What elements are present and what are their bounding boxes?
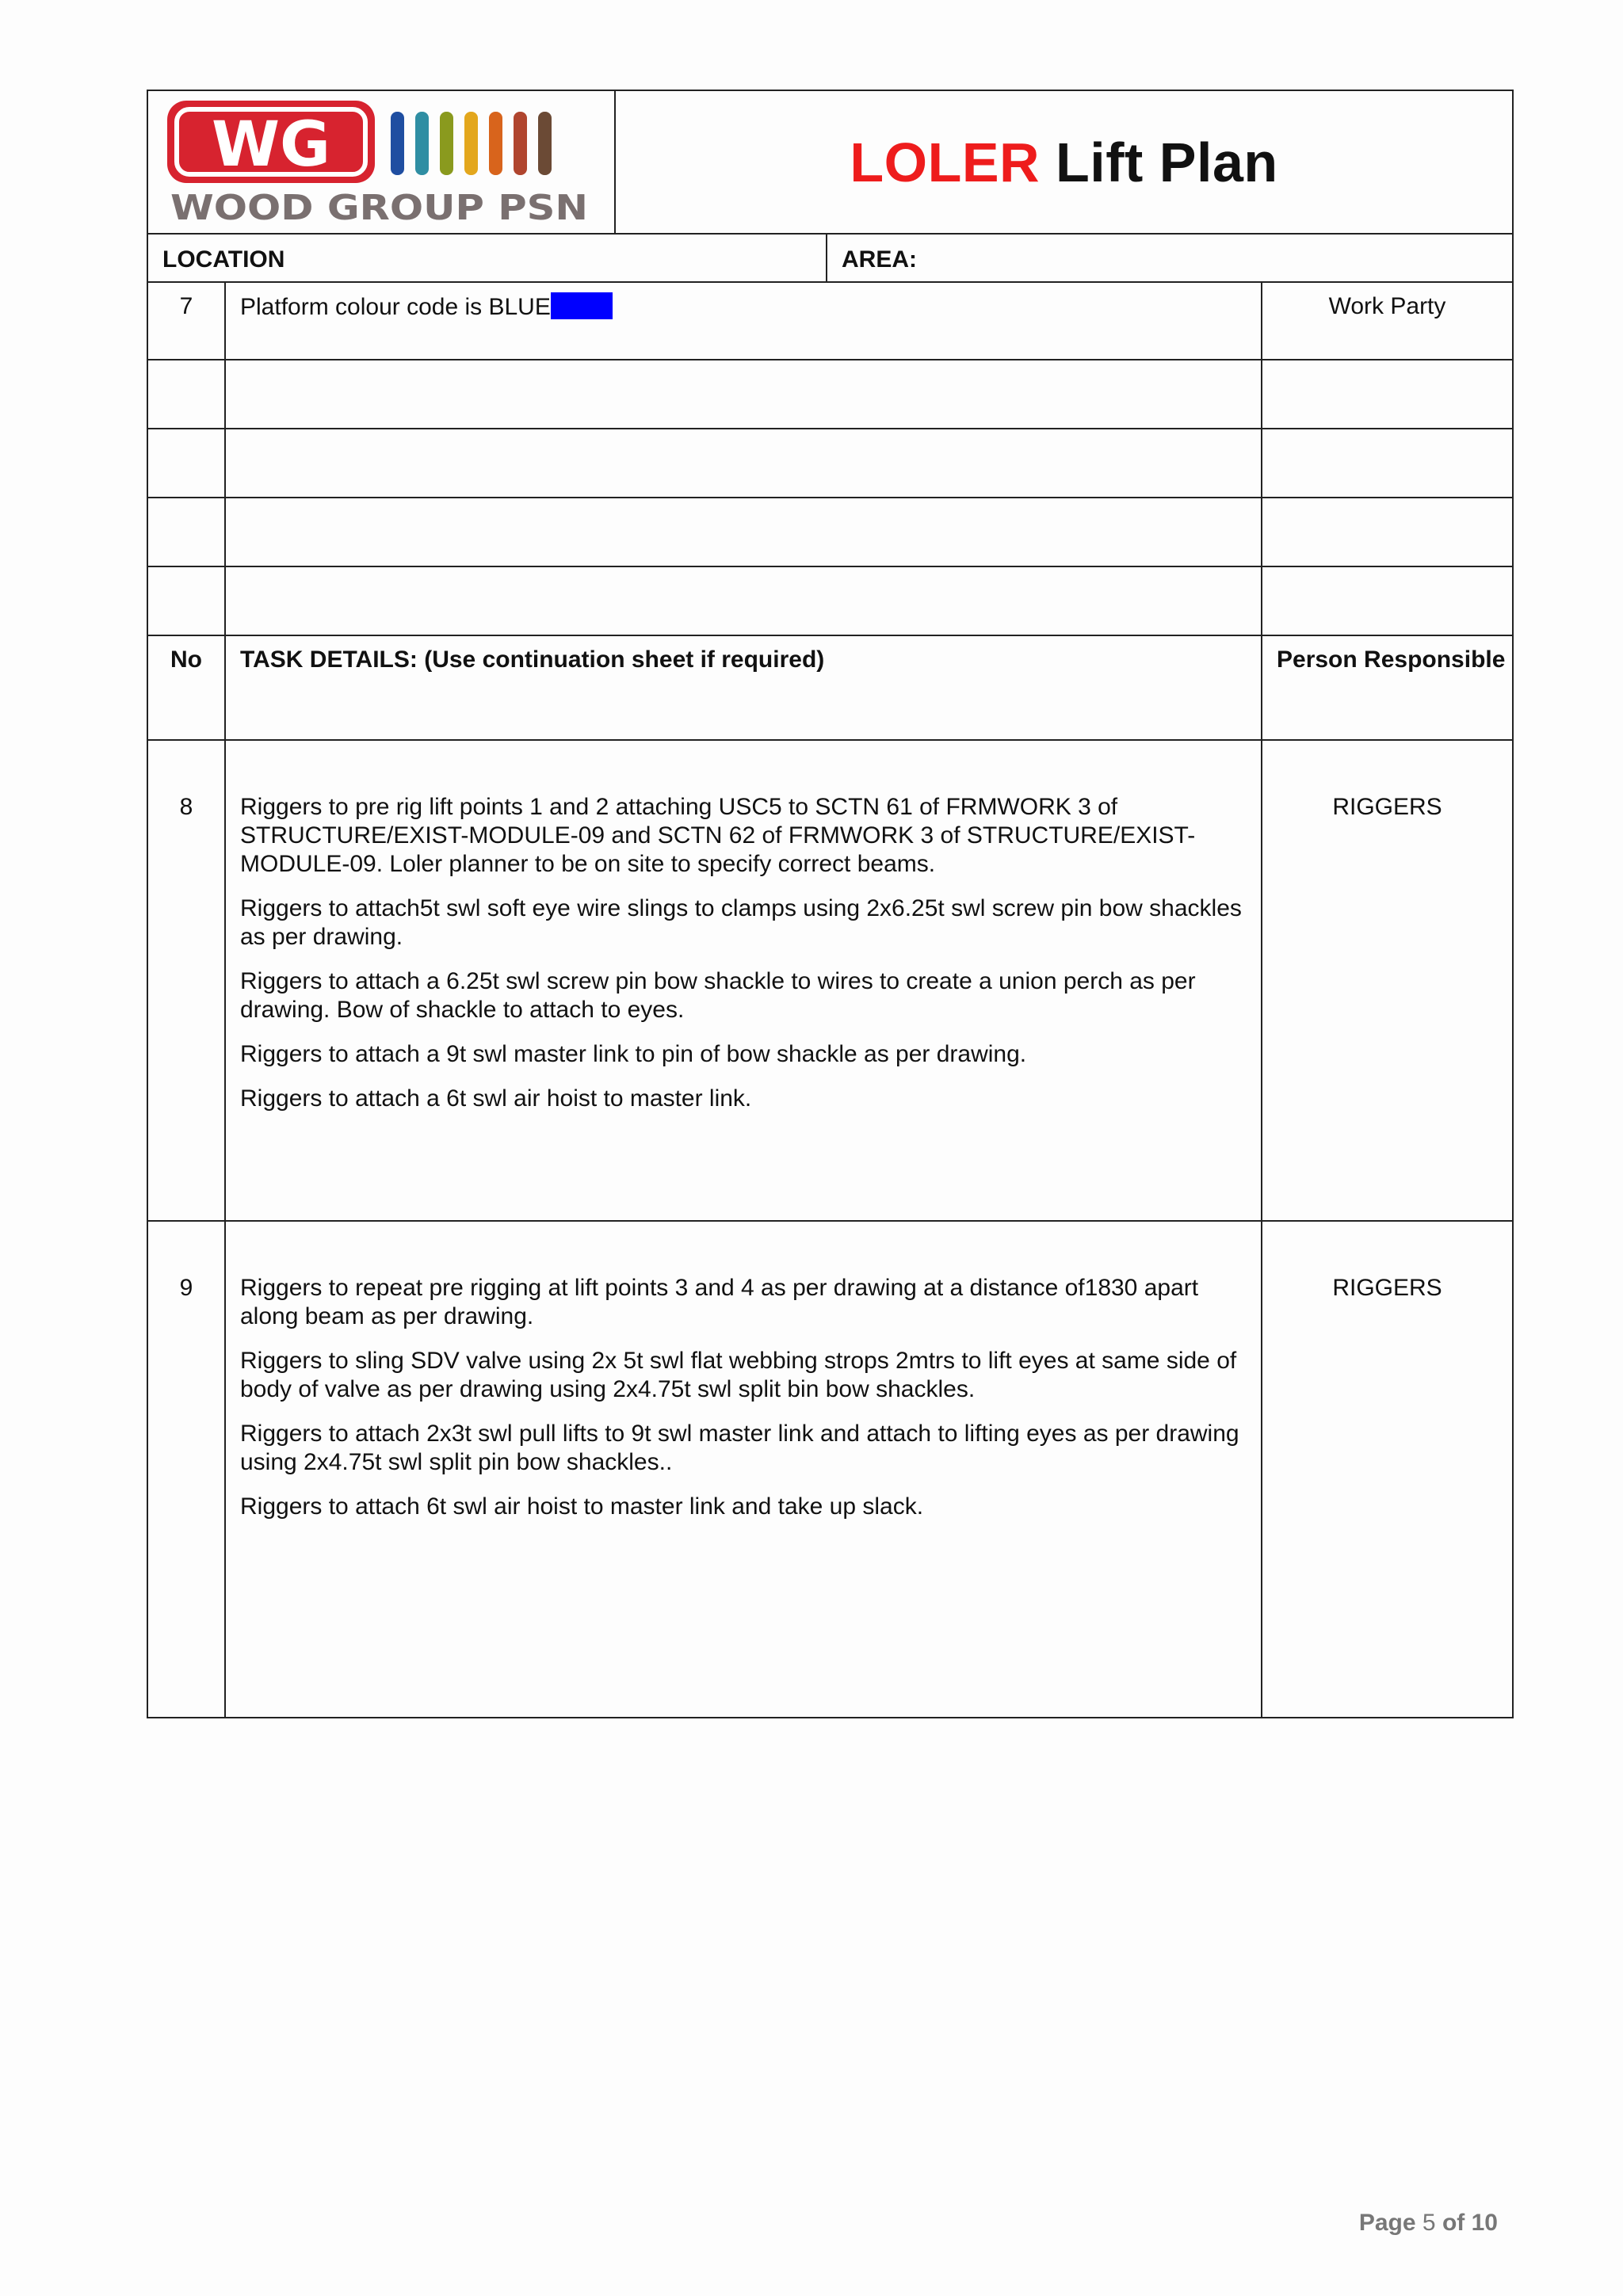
task-row-8 [147, 740, 1513, 1221]
empty-row [147, 360, 1513, 429]
task-paragraph: Riggers to attach a 6.25t swl screw pin bow shackle to wires to create a union perch as per drawing. Bow of shackle to attach to eyes. [240, 968, 1196, 1023]
lift-plan-sheet [147, 90, 1512, 1718]
empty-row [147, 498, 1513, 566]
header-table [147, 90, 1514, 235]
person-responsible: RIGGERS [1262, 1221, 1513, 1718]
logo-text: WOOD GROUP PSN [170, 188, 588, 228]
title-rest: Lift Plan [1040, 131, 1278, 193]
task-paragraph: Riggers to sling SDV valve using 2x 5t swl flat webbing strops 2mtrs to lift eyes at same side of body of valve as per drawing using 2x4.75t swl split bin bow shackles. [240, 1348, 1237, 1402]
task-paragraph: Riggers to repeat pre rigging at lift points 3 and 4 as per drawing at a distance of1830 apart along beam as per drawing. [240, 1275, 1199, 1329]
document-title [615, 90, 1513, 234]
task-paragraph: Riggers to attach a 6t swl air hoist to master link. [240, 1085, 752, 1112]
empty-row [147, 566, 1513, 635]
wood-group-logo [148, 91, 614, 231]
platform-colour-text: Platform colour code is BLUE [240, 294, 551, 320]
person-responsible: Work Party [1262, 282, 1513, 360]
logo-cell [147, 90, 615, 234]
task-details [225, 740, 1262, 1221]
area-label: AREA: [827, 234, 1513, 282]
of-word: of [1442, 2210, 1465, 2236]
col-header-task: TASK DETAILS: (Use continuation sheet if required) [225, 635, 1262, 740]
row-number: 9 [147, 1221, 225, 1718]
total-pages: 10 [1471, 2210, 1498, 2236]
person-responsible: RIGGERS [1262, 740, 1513, 1221]
column-header-row [147, 635, 1513, 740]
logo-mark: WG [211, 109, 331, 181]
task-paragraph: Riggers to attach5t swl soft eye wire slings to clamps using 2x6.25t swl screw pin bow shackles as per drawing. [240, 895, 1242, 950]
empty-row [147, 429, 1513, 498]
page-word: Page [1358, 2210, 1416, 2236]
task-paragraph: Riggers to attach 6t swl air hoist to master link and take up slack. [240, 1493, 924, 1520]
task-paragraph: Riggers to attach 2x3t swl pull lifts to 9t swl master link and attach to lifting eyes as per drawing using 2x4.75t swl split pin bow shackles.. [240, 1421, 1239, 1475]
row-number: 8 [147, 740, 225, 1221]
task-row-7 [147, 282, 1513, 360]
location-table [147, 233, 1514, 283]
platform-colour-cell [225, 282, 1262, 360]
col-header-person: Person Responsible [1262, 635, 1513, 740]
task-row-9 [147, 1221, 1513, 1718]
task-paragraph: Riggers to attach a 9t swl master link to pin of bow shackle as per drawing. [240, 1041, 1027, 1067]
row-number: 7 [147, 282, 225, 360]
blue-colour-swatch [551, 292, 613, 319]
task-paragraph: Riggers to pre rig lift points 1 and 2 attaching USC5 to SCTN 61 of FRMWORK 3 of STRUCTURE/EXIST-MODULE-09 and SCTN 62 of FRMWORK 3 of STRUCTURE/EXIST-MODULE-09. Loler planner to be on site to specify correct beams. [240, 794, 1196, 877]
title-loler: LOLER [850, 131, 1041, 193]
task-table [147, 281, 1514, 1718]
col-header-no: No [147, 635, 225, 740]
page-number [1359, 2210, 1498, 2237]
location-label: LOCATION [147, 234, 827, 282]
task-details [225, 1221, 1262, 1718]
current-page: 5 [1422, 2210, 1436, 2236]
